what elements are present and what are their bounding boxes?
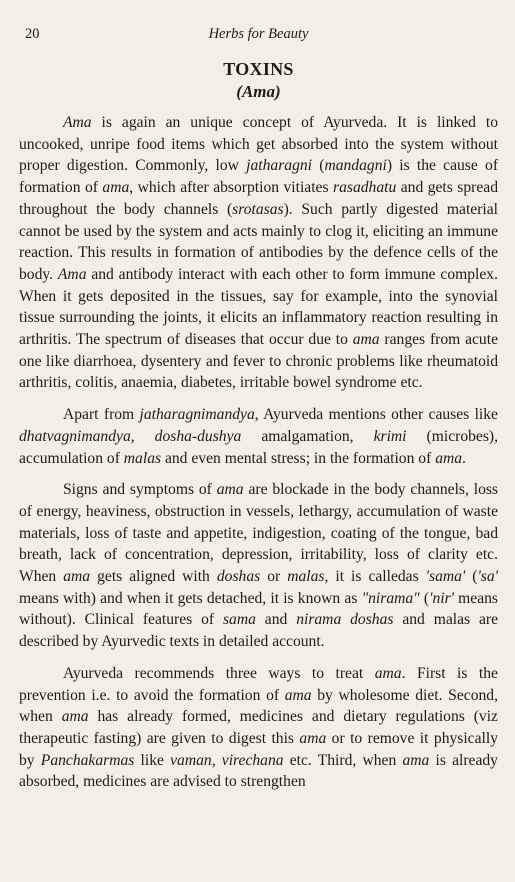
- paragraph: Apart from jatharagnimandya, Ayurveda mentions other causes like dhatvagnimandya, dosha-dushya amalgamation, krimi (microbes), accumulation of malas and even mental stress; in the formation of ama.: [19, 406, 498, 467]
- body-text: [19, 112, 498, 793]
- section-subtitle: (Ama): [236, 82, 281, 101]
- paragraph: Ama is again an unique concept of Ayurveda. It is linked to uncooked, unripe food items which get absorbed into the system without proper digestion. Commonly, low jatharagni (mandagni) is the cause of formation of ama, which after absorption vitiates rasadhatu and gets spread throughout the body channels (srotasas). Such partly digested material cannot be used by the system and acts mainly to clog it, eliciting an immune reaction. This results in formation of antibodies by the defence cells of the body. Ama and antibody interact with each other to form immune complex. When it gets deposited in the tissues, say for example, into the synovial tissue surrounding the joints, it elicits an inflammatory reaction resulting in arthritis. The spectrum of diseases that occur due to ama ranges from acute one like diarrhoea, dysentery and fever to chronic problems like rheumatoid arthritis, colitis, anaemia, diabetes, irritable bowel syndrome etc.: [19, 114, 499, 392]
- section-title: TOXINS: [223, 59, 294, 79]
- paragraph: Ayurveda recommends three ways to treat ama. First is the prevention i.e. to avoid the formation of ama by wholesome diet. Second, when ama has already formed, medicines and dietary regulations (viz therapeutic fasting) are given to digest this ama or to remove it physically by Panchakarmas like vaman, virechana etc. Third, when ama is already absorbed, medicines are advised to strengthen: [19, 664, 498, 791]
- page-number: 20: [25, 26, 40, 42]
- section-heading: [19, 58, 498, 103]
- running-title: Herbs for Beauty: [208, 26, 309, 42]
- paragraph: Signs and symptoms of ama are blockade in the body channels, loss of energy, heaviness, obstruction in vessels, lethargy, accumulation of waste materials, loss of taste and appetite, indigestion, coating of the tongue, bad breath, lack of concentration, depression, irritability, loss of clarity etc. When ama gets aligned with doshas or malas, it is calledas 'sama' ('sa' means with) and when it gets detached, it is known as "nirama" ('nir' means without). Clinical features of sama and nirama doshas and malas are described by Ayurvedic texts in detailed account.: [19, 481, 499, 651]
- running-header: [19, 22, 498, 48]
